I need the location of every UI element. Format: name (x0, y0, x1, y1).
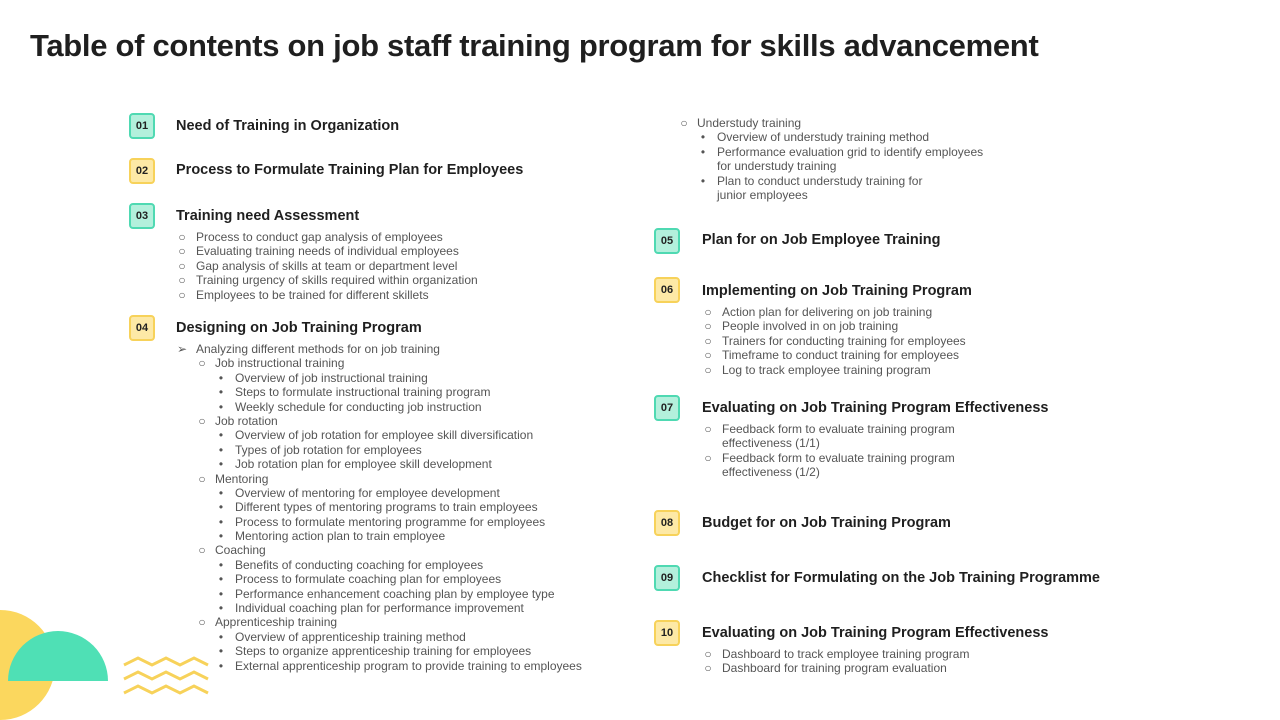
dot-bullet-icon: • (218, 500, 224, 515)
sub-item[interactable]: Performance enhancement coaching plan by employee type (235, 586, 555, 601)
sub-item[interactable]: Performance evaluation grid to identify employees for understudy training (717, 144, 984, 174)
circle-bullet-icon: ○ (704, 319, 712, 334)
circle-bullet-icon: ○ (178, 230, 186, 244)
section-heading[interactable]: Budget for on Job Training Program (702, 515, 951, 531)
section-heading[interactable]: Process to Formulate Training Plan for Employees (176, 162, 524, 178)
dot-bullet-icon: • (218, 457, 224, 472)
yellow-circle-decoration (0, 610, 55, 720)
section-heading[interactable]: Implementing on Job Training Program (702, 283, 972, 299)
circle-bullet-icon: ○ (704, 348, 712, 363)
sub-item[interactable]: Feedback form to evaluate training program effectiveness (1/2) (722, 450, 955, 480)
zigzag-decoration (124, 658, 208, 665)
section-number-badge: 07 (654, 395, 680, 421)
circle-bullet-icon: ○ (704, 333, 712, 348)
method-item[interactable]: Coaching (215, 543, 266, 558)
section-heading[interactable]: Evaluating on Job Training Program Effectiveness (702, 625, 1049, 641)
circle-bullet-icon: ○ (704, 305, 712, 319)
dot-bullet-icon: • (218, 601, 224, 616)
section-heading[interactable]: Checklist for Formulating on the Job Training Programme (702, 570, 1100, 586)
dot-bullet-icon: • (218, 644, 224, 659)
section-number-badge: 05 (654, 228, 680, 254)
method-item[interactable]: Job rotation (215, 413, 278, 428)
sub-item[interactable]: Process to conduct gap analysis of employees (196, 230, 443, 244)
dot-bullet-icon: • (218, 485, 224, 500)
sub-item[interactable]: Trainers for conducting training for employees (722, 333, 966, 348)
sub-item[interactable]: Evaluating training needs of individual employees (196, 244, 459, 259)
sub-item[interactable]: Training urgency of skills required within organization (196, 273, 478, 288)
circle-bullet-icon: ○ (198, 356, 206, 371)
dot-bullet-icon: • (218, 428, 224, 443)
dot-bullet-icon: • (218, 529, 224, 544)
sub-item[interactable]: Process to formulate mentoring programme for employees (235, 514, 546, 529)
section-heading[interactable]: Need of Training in Organization (176, 118, 400, 134)
sub-item[interactable]: Dashboard to track employee training program (722, 647, 970, 661)
sub-item[interactable]: People involved in on job training (722, 319, 899, 334)
method-item[interactable]: Apprenticeship training (215, 615, 338, 630)
sub-item[interactable]: External apprenticeship program to provide training to employees (235, 658, 582, 673)
sub-item[interactable]: Benefits of conducting coaching for employees (235, 557, 484, 572)
circle-bullet-icon: ○ (178, 244, 186, 259)
dot-bullet-icon: • (218, 385, 224, 400)
sub-item[interactable]: Log to track employee training program (722, 362, 931, 377)
section-number-badge: 08 (654, 510, 680, 536)
dot-bullet-icon: • (218, 572, 224, 587)
method-item[interactable]: Understudy training (697, 116, 802, 130)
sub-item[interactable]: Individual coaching plan for performance improvement (235, 601, 524, 616)
circle-bullet-icon: ○ (178, 258, 186, 273)
section-heading[interactable]: Designing on Job Training Program (176, 320, 422, 336)
sub-item[interactable]: Steps to organize apprenticeship training for employees (235, 644, 532, 659)
sub-item[interactable]: Overview of job instructional training (235, 370, 428, 385)
dot-bullet-icon: • (218, 399, 224, 414)
sub-item[interactable]: Feedback form to evaluate training program effectiveness (1/1) (722, 422, 955, 451)
sub-item[interactable]: Plan to conduct understudy training for junior employees (717, 173, 923, 202)
sub-item[interactable]: Overview of understudy training method (717, 130, 930, 145)
circle-bullet-icon: ○ (198, 413, 206, 428)
sub-item[interactable]: Steps to formulate instructional training program (235, 385, 491, 400)
sub-item[interactable]: Types of job rotation for employees (235, 442, 422, 457)
sub-item[interactable]: Dashboard for training program evaluation (722, 661, 947, 676)
circle-bullet-icon: ○ (704, 647, 712, 661)
circle-bullet-icon: ○ (704, 661, 712, 676)
dot-bullet-icon: • (700, 144, 706, 159)
sub-item[interactable]: Employees to be trained for different skillets (196, 287, 429, 302)
section-number-badge: 04 (129, 315, 155, 341)
sub-item[interactable]: Job rotation plan for employee skill development (235, 457, 492, 472)
method-item[interactable]: Mentoring (215, 471, 269, 486)
sub-item[interactable]: Analyzing different methods for on job training (196, 342, 440, 356)
section-number-badge: 02 (129, 158, 155, 184)
dot-bullet-icon: • (218, 658, 224, 673)
teal-semicircle-decoration (8, 631, 108, 681)
dot-bullet-icon: • (218, 370, 224, 385)
section-heading[interactable]: Training need Assessment (176, 208, 360, 224)
sub-item[interactable]: Mentoring action plan to train employee (235, 529, 446, 544)
zigzag-decoration (124, 686, 208, 693)
circle-bullet-icon: ○ (198, 471, 206, 486)
sub-item[interactable]: Process to formulate coaching plan for employees (235, 572, 502, 587)
dot-bullet-icon: • (218, 514, 224, 529)
sub-item[interactable]: Gap analysis of skills at team or department level (196, 258, 458, 273)
dot-bullet-icon: • (218, 629, 224, 644)
zigzag-decoration (124, 672, 208, 679)
circle-bullet-icon: ○ (198, 615, 206, 630)
circle-bullet-icon: ○ (198, 543, 206, 558)
section-number-badge: 01 (129, 113, 155, 139)
section-number-badge: 10 (654, 620, 680, 646)
section-number-badge: 09 (654, 565, 680, 591)
sub-item[interactable]: Overview of job rotation for employee skill diversification (235, 428, 534, 443)
sub-item[interactable]: Action plan for delivering on job training (722, 305, 933, 319)
sub-item[interactable]: Overview of mentoring for employee development (235, 485, 500, 500)
method-item[interactable]: Job instructional training (215, 356, 345, 371)
dot-bullet-icon: • (218, 586, 224, 601)
sub-item[interactable]: Overview of apprenticeship training method (235, 629, 466, 644)
sub-item[interactable]: Different types of mentoring programs to train employees (235, 500, 538, 515)
dot-bullet-icon: • (700, 173, 706, 188)
circle-bullet-icon: ○ (704, 450, 712, 465)
sub-item[interactable]: Timeframe to conduct training for employees (722, 348, 959, 363)
circle-bullet-icon: ○ (704, 362, 712, 377)
circle-bullet-icon: ○ (178, 273, 186, 288)
dot-bullet-icon: • (218, 557, 224, 572)
dot-bullet-icon: • (700, 130, 706, 145)
page-title: Table of contents on job staff training program for skills advancement (30, 28, 1039, 63)
section-heading[interactable]: Plan for on Job Employee Training (702, 232, 941, 248)
sub-item[interactable]: Weekly schedule for conducting job instruction (235, 399, 482, 414)
dot-bullet-icon: • (218, 442, 224, 457)
circle-bullet-icon: ○ (704, 422, 712, 436)
arrow-bullet-icon: ➢ (176, 342, 188, 356)
section-number-badge: 06 (654, 277, 680, 303)
circle-bullet-icon: ○ (680, 116, 688, 130)
circle-bullet-icon: ○ (178, 287, 186, 302)
section-heading[interactable]: Evaluating on Job Training Program Effectiveness (702, 400, 1049, 416)
section-number-badge: 03 (129, 203, 155, 229)
